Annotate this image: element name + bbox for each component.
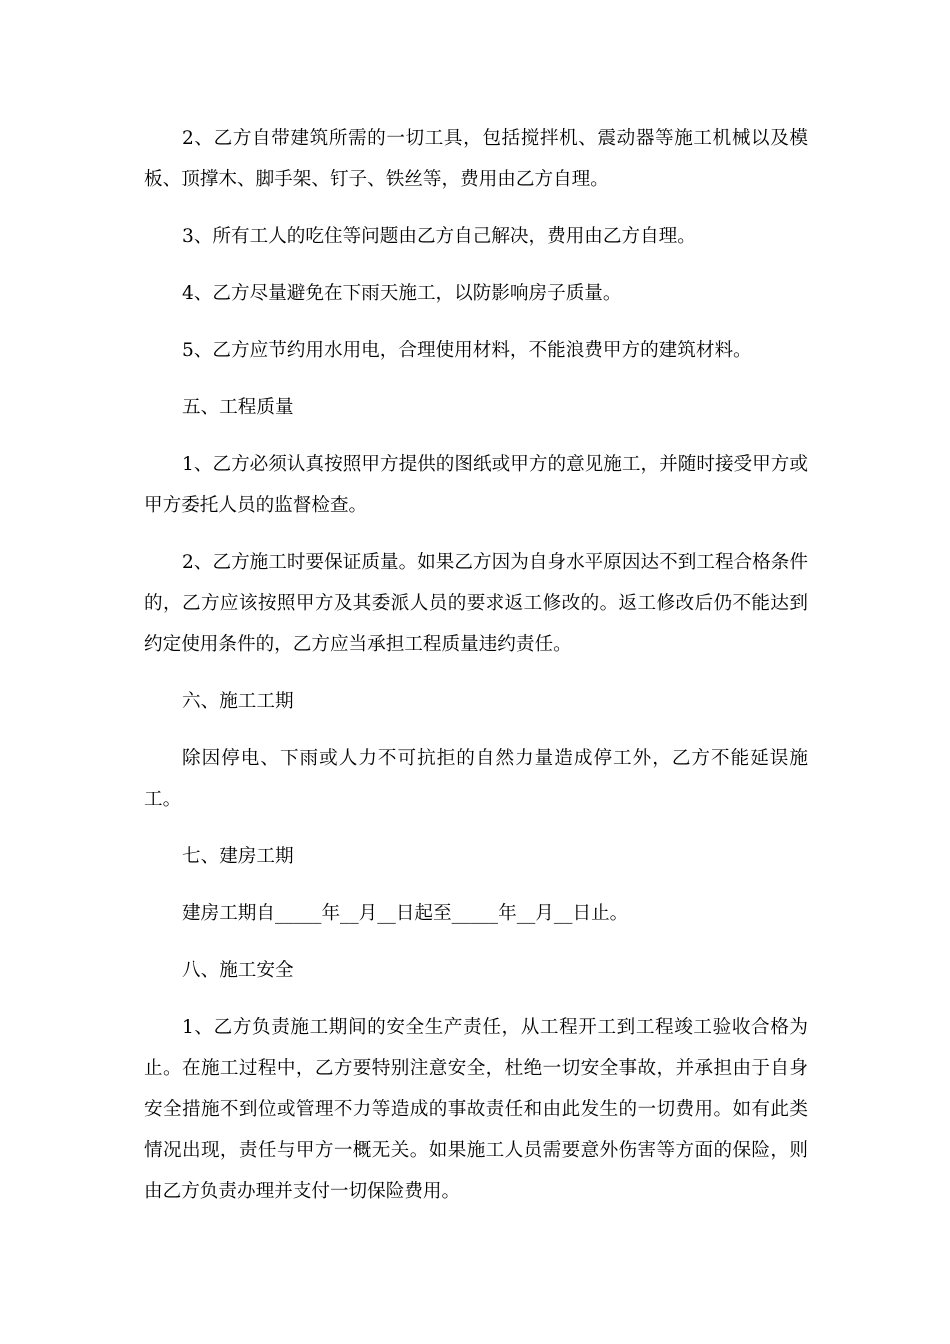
section-heading-building-period: 七、建房工期 <box>182 846 294 867</box>
section-heading-safety: 八、施工安全 <box>182 960 294 981</box>
paragraph-quality-1: 1、乙方必须认真按照甲方提供的图纸或甲方的意见施工，并随时接受甲方或甲方委托人员的监督检查。 <box>144 454 808 516</box>
paragraph-food-lodging: 3、所有工人的吃住等问题由乙方自己解决，费用由乙方自理。 <box>182 226 696 247</box>
paragraph-quality-2: 2、乙方施工时要保证质量。如果乙方因为自身水平原因达不到工程合格条件的，乙方应该按照甲方及其委派人员的要求返工修改的。返工修改后仍不能达到约定使用条件的，乙方应当承担工程质量违约责任。 <box>144 552 808 655</box>
paragraph-water-electricity: 5、乙方应节约用水用电，合理使用材料，不能浪费甲方的建筑材料。 <box>182 340 752 361</box>
paragraph-tools: 2、乙方自带建筑所需的一切工具，包括搅拌机、震动器等施工机械以及模板、顶撑木、脚手架、钉子、铁丝等，费用由乙方自理。 <box>144 128 808 190</box>
paragraph-delay: 除因停电、下雨或人力不可抗拒的自然力量造成停工外，乙方不能延误施工。 <box>144 748 808 810</box>
paragraph-rain: 4、乙方尽量避免在下雨天施工，以防影响房子质量。 <box>182 283 622 304</box>
section-heading-construction-period: 六、施工工期 <box>182 691 294 712</box>
paragraph-safety-1: 1、乙方负责施工期间的安全生产责任，从工程开工到工程竣工验收合格为止。在施工过程中，乙方要特别注意安全，杜绝一切安全事故，并承担由于自身安全措施不到位或管理不力等造成的事故责任和由此发生的一切费用。如有此类情况出现，责任与甲方一概无关。如果施工人员需要意外伤害等方面的保险，则由乙方负责办理并支付一切保险费用。 <box>144 1017 808 1202</box>
section-heading-quality: 五、工程质量 <box>182 397 294 418</box>
paragraph-period-dates: 建房工期自_____年__月__日起至_____年__月__日止。 <box>182 903 629 924</box>
document-body <box>144 118 808 1228</box>
